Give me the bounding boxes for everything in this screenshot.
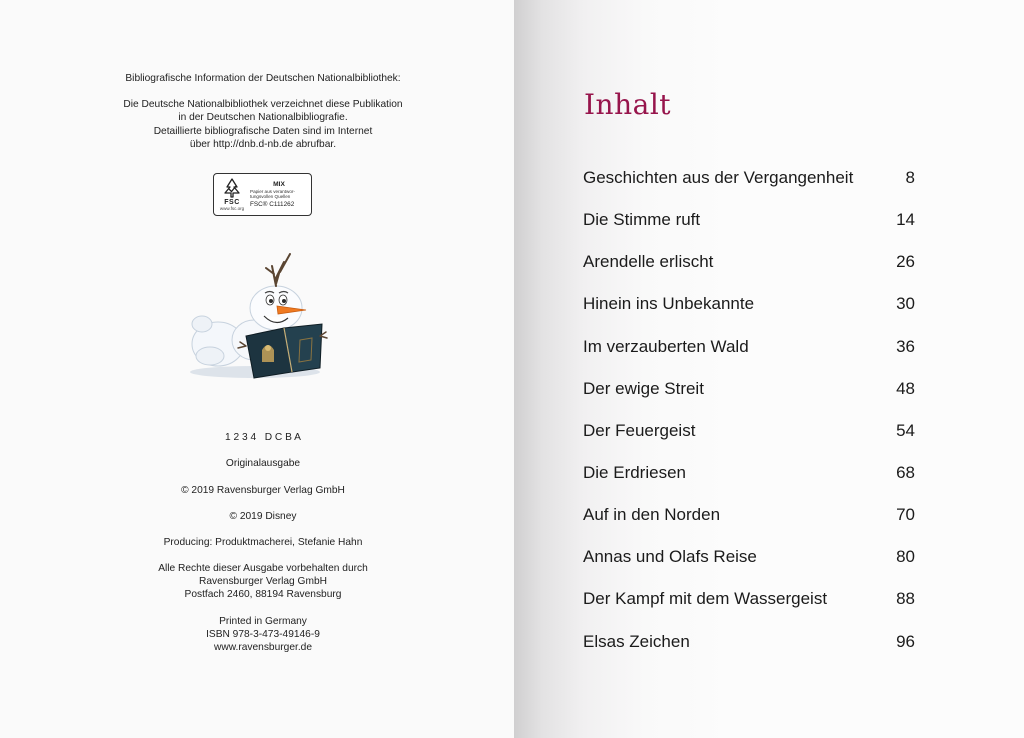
toc-entry	[583, 463, 915, 505]
edition	[0, 457, 526, 470]
rights-line: Ravensburger Verlag GmbH	[199, 576, 327, 588]
toc-entry-title: Annas und Olafs Reise	[583, 547, 757, 567]
producing	[0, 536, 526, 549]
contents-page	[514, 0, 1024, 738]
toc-entry-page: 8	[905, 168, 915, 187]
toc-entry-page: 96	[896, 631, 915, 651]
producing-text: Producing: Produktmacherei, Stefanie Hahn	[163, 537, 363, 548]
copyright-disney	[0, 510, 526, 523]
copyright-publisher	[0, 484, 526, 497]
toc-entry-page: 88	[896, 589, 915, 609]
bib-line: Detaillierte bibliografische Daten sind im Internet	[153, 125, 373, 137]
fsc-paper-line: tungsvollen Quellen	[250, 194, 291, 199]
toc-title: Inhalt	[584, 88, 672, 121]
toc-entry	[583, 379, 915, 421]
toc-entry	[583, 252, 915, 294]
fsc-code: FSC® C111262	[250, 201, 295, 209]
toc-entry-title: Der Feuergeist	[583, 420, 696, 440]
bibliographic-info	[0, 72, 526, 151]
print-run-text: 1 2 3 4 D C B A	[225, 432, 301, 443]
rights-line: Alle Rechte dieser Ausgabe vorbehalten durch	[158, 563, 368, 574]
fsc-text	[250, 174, 311, 215]
toc-entry-page: 70	[896, 505, 915, 525]
toc-entry	[583, 547, 915, 589]
toc-entry-title: Arendelle erlischt	[583, 252, 714, 272]
toc-entry-title: Hinein ins Unbekannte	[583, 294, 755, 314]
copyright-disney-text: © 2019 Disney	[229, 511, 297, 522]
edition-text: Originalausgabe	[225, 458, 301, 469]
toc-entry-page: 36	[896, 336, 915, 356]
toc-entry-title: Der Kampf mit dem Wassergeist	[583, 589, 828, 609]
tree-check-icon	[221, 178, 243, 198]
toc-entry	[583, 632, 915, 674]
toc-entry	[583, 294, 915, 336]
toc-entry-page: 68	[896, 462, 915, 482]
toc-entry-page: 80	[896, 547, 915, 567]
toc-entry	[583, 168, 915, 210]
toc-entry-page: 14	[896, 210, 915, 230]
toc-entry-title: Der ewige Streit	[583, 378, 704, 398]
copyright-publisher-text: © 2019 Ravensburger Verlag GmbH	[181, 485, 345, 496]
toc-entry-title: Geschichten aus der Vergangenheit	[583, 168, 854, 187]
print-run	[0, 431, 526, 444]
toc-entry-title: Elsas Zeichen	[583, 631, 690, 651]
olaf-reading-book-illustration	[180, 244, 330, 389]
fsc-logo-url: www.fsc.org	[219, 206, 245, 211]
toc-entry-page: 48	[896, 378, 915, 398]
toc-entry	[583, 337, 915, 379]
fsc-label	[213, 173, 312, 216]
toc-entry	[583, 589, 915, 631]
toc-list	[583, 168, 915, 674]
toc-entry	[583, 421, 915, 463]
bib-line: Die Deutsche Nationalbibliothek verzeichnet diese Publikation	[123, 99, 403, 111]
bib-line: über http://dnb.d-nb.de abrufbar.	[189, 138, 337, 150]
website-text: www.ravensburger.de	[214, 642, 312, 654]
printed-text: Printed in Germany	[219, 616, 307, 627]
fsc-mix: MIX	[273, 180, 285, 188]
rights-line: Postfach 2460, 88194 Ravensburg	[184, 589, 342, 601]
bib-line: in der Deutschen Nationalbibliografie.	[178, 112, 348, 124]
bib-heading: Bibliografische Information der Deutschen Nationalbibliothek:	[125, 73, 401, 84]
fsc-logo	[214, 174, 250, 215]
toc-entry	[583, 210, 915, 252]
toc-entry-page: 30	[896, 294, 915, 314]
printing-info	[0, 615, 526, 655]
isbn-text: ISBN 978-3-473-49146-9	[206, 629, 320, 641]
rights	[0, 562, 526, 602]
toc-entry-title: Die Stimme ruft	[583, 210, 701, 230]
toc-entry-page: 54	[896, 420, 915, 440]
toc-entry-title: Die Erdriesen	[583, 462, 686, 482]
toc-entry-title: Im verzauberten Wald	[583, 336, 749, 356]
toc-entry-page: 26	[896, 252, 915, 272]
toc-entry	[583, 505, 915, 547]
fsc-logo-word: FSC	[224, 199, 240, 206]
fsc-paper-line: Papier aus verantwor-	[250, 188, 295, 194]
toc-entry-title: Auf in den Norden	[583, 505, 721, 525]
